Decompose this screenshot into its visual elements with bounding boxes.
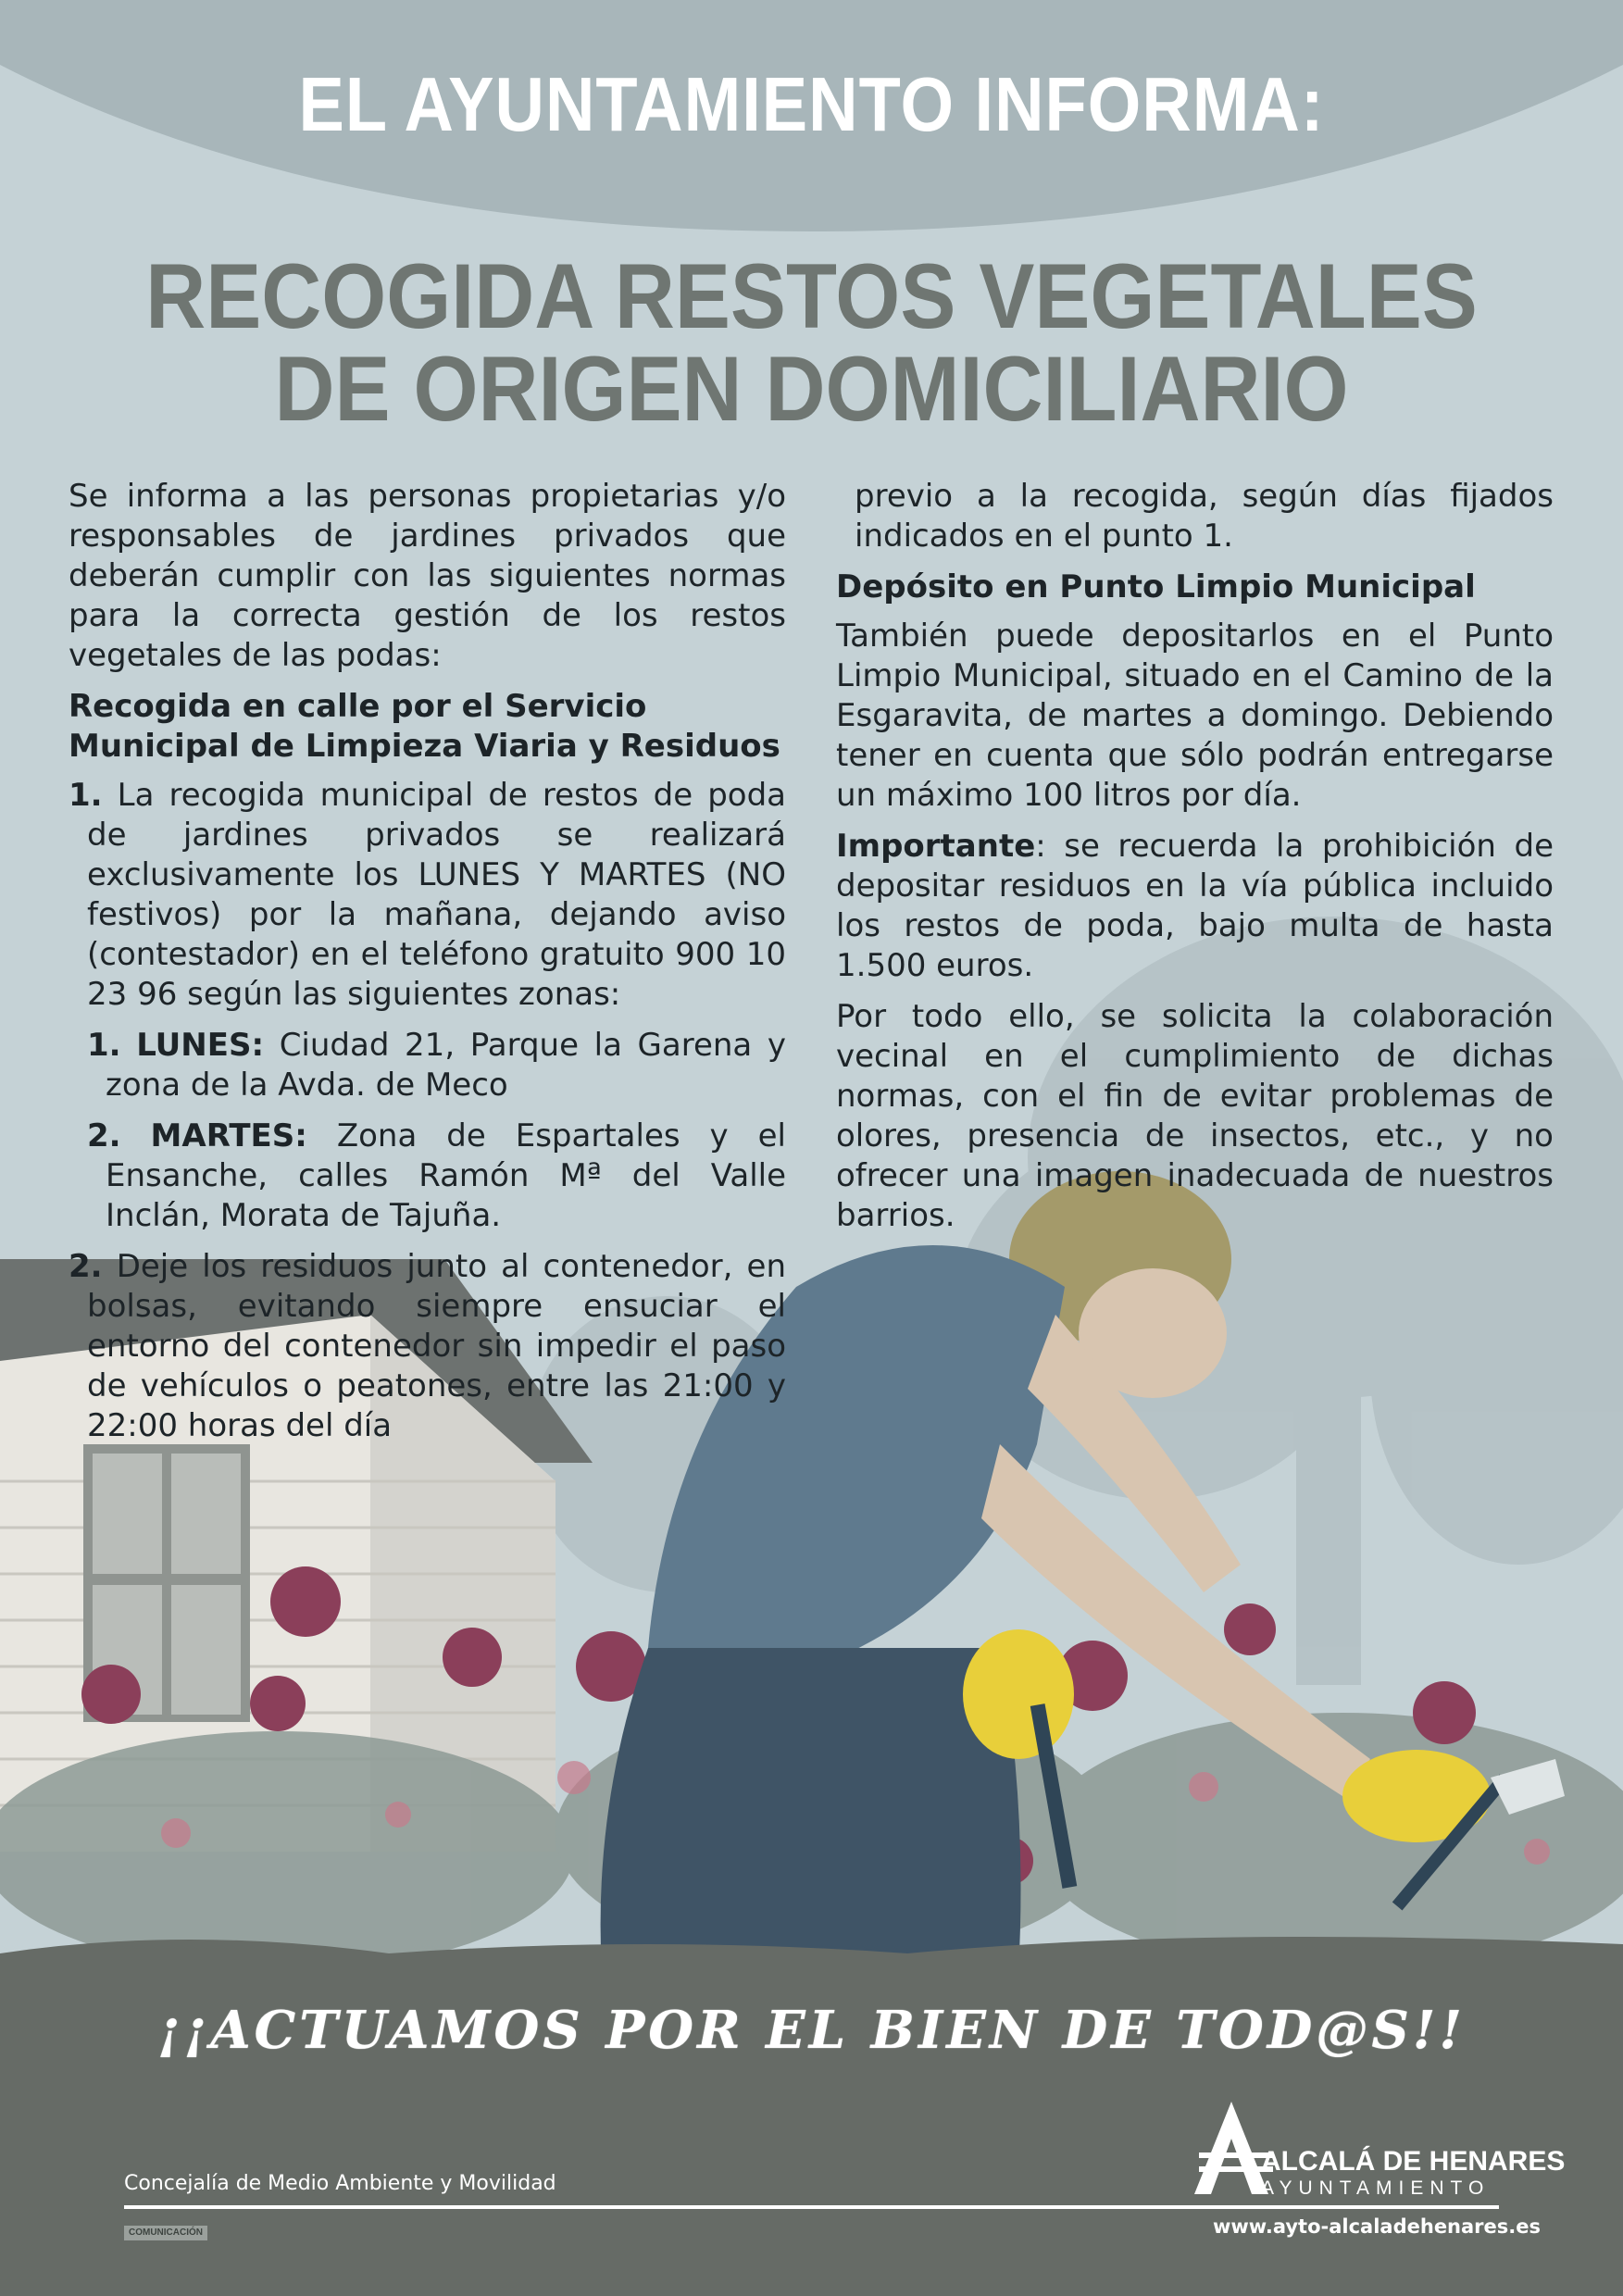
sub-item-monday bbox=[69, 1026, 786, 1105]
right-column bbox=[836, 477, 1554, 1247]
main-title-line1: RECOGIDA RESTOS VEGETALES bbox=[145, 245, 1478, 348]
website-link[interactable]: www.ayto-alcaladehenares.es bbox=[1213, 2215, 1541, 2238]
sub-item-tuesday bbox=[69, 1117, 786, 1236]
list-item-1-number: 1. bbox=[69, 777, 103, 814]
sub-item-monday-text: Ciudad 21, Parque la Garena y zona de la Avda. de Meco bbox=[106, 1027, 787, 1104]
list-item-1 bbox=[69, 776, 786, 1015]
sub-item-tuesday-label: MARTES: bbox=[150, 1117, 307, 1154]
list-item-2-number: 2. bbox=[69, 1248, 103, 1285]
left-column bbox=[69, 477, 786, 1457]
intro-paragraph: Se informa a las personas propietarias y/o responsables de jardines privados que deberán cumplir con las siguientes normas para la correcta gestión de los restos vegetales de las podas: bbox=[69, 478, 786, 674]
banner-title: EL AYUNTAMIENTO INFORMA: bbox=[298, 61, 1325, 147]
main-title-line2: DE ORIGEN DOMICILIARIO bbox=[274, 338, 1349, 441]
logo-name: ALCALÁ DE HENARES bbox=[1261, 2146, 1566, 2177]
sub-item-monday-label: LUNES: bbox=[136, 1027, 265, 1064]
closing-paragraph: Por todo ello, se solicita la colaboración vecinal en el cumplimiento de dichas normas, con el fin de evitar problemas de olores, presencia de insectos, etc., y no ofrecer una imagen inadecuada de nuestros barrios. bbox=[836, 998, 1554, 1234]
deposit-paragraph: También puede depositarlos en el Punto Limpio Municipal, situado en el Camino de la Esgaravita, de martes a domingo. Debiendo tener en cuenta que sólo podrán entregarse un máximo 100 litros por día. bbox=[836, 618, 1554, 814]
section-heading-street-collection: Recogida en calle por el Servicio Municipal de Limpieza Viaria y Residuos bbox=[69, 688, 780, 765]
list-item-2-text: Deje los residuos junto al contenedor, en bolsas, evitando siempre ensuciar el entorno del contenedor sin impedir el paso de vehículos o peatones, entre las 21:00 y 22:00 horas del día bbox=[87, 1248, 786, 1444]
communication-badge: COMUNICACIÓN bbox=[124, 2226, 207, 2240]
continuation-paragraph: previo a la recogida, según días fijados indicados en el punto 1. bbox=[855, 478, 1554, 555]
sub-item-tuesday-text: Zona de Espartales y el Ensanche, calles Ramón Mª del Valle Inclán, Morata de Tajuña. bbox=[106, 1117, 786, 1234]
department-name: Concejalía de Medio Ambiente y Movilidad bbox=[124, 2172, 556, 2195]
important-label: Importante bbox=[836, 828, 1036, 865]
sub-item-tuesday-number: 2. bbox=[87, 1117, 121, 1154]
list-item-1-text: La recogida municipal de restos de poda de jardines privados se realizará exclusivamente los LUNES Y MARTES (NO festivos) por la mañana, dejando aviso (contestador) en el teléfono gratuito 900 10 23 96 según las siguientes zonas: bbox=[87, 777, 787, 1013]
important-paragraph bbox=[836, 827, 1554, 986]
logo-subtitle: AYUNTAMIENTO bbox=[1261, 2177, 1491, 2199]
section-heading-punto-limpio: Depósito en Punto Limpio Municipal bbox=[836, 568, 1476, 605]
list-item-2 bbox=[69, 1247, 786, 1446]
slogan: ¡¡ACTUAMOS POR EL BIEN DE TOD@S!! bbox=[157, 2000, 1466, 2061]
important-text: : se recuerda la prohibición de depositar residuos en la vía pública incluido los restos de poda, bajo multa de hasta 1.500 euros. bbox=[836, 828, 1554, 984]
sub-item-monday-number: 1. bbox=[87, 1027, 121, 1064]
